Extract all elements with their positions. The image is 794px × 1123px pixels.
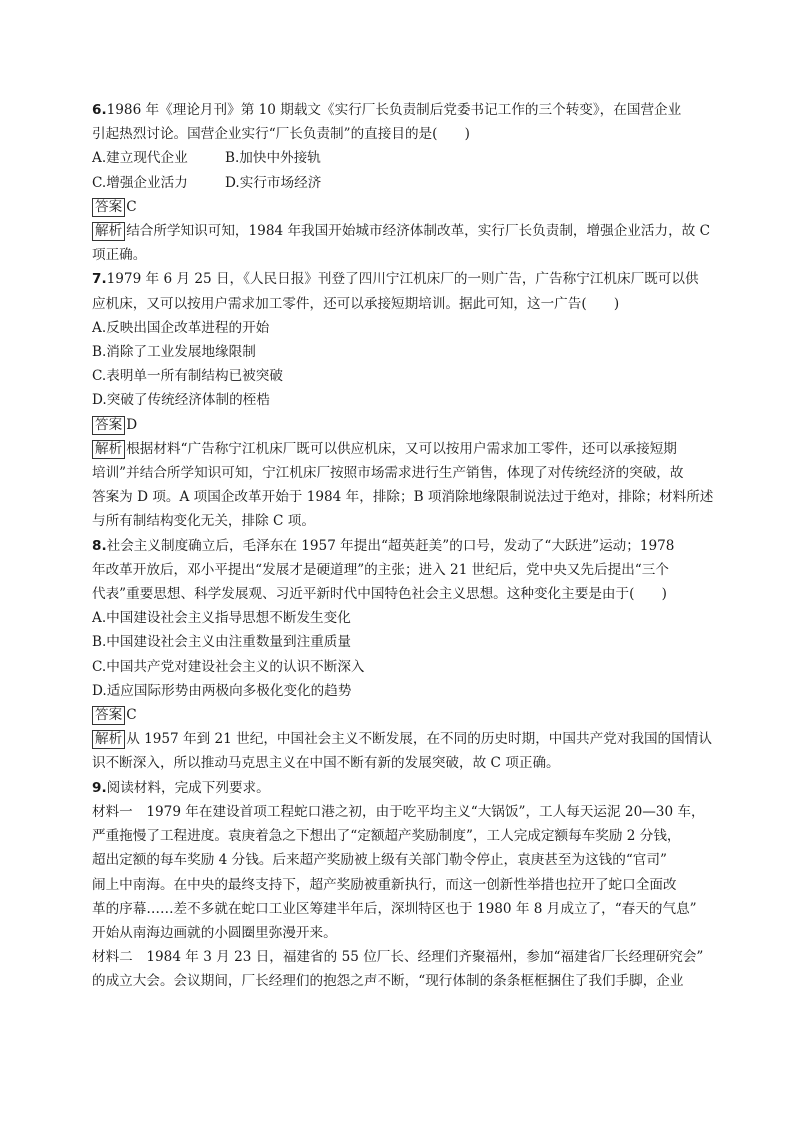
question-7 [92,267,714,533]
option-c: C.表明单一所有制结构已被突破 [92,368,283,385]
analysis-line: 答案为 D 项。A 项国企改革开始于 1984 年，排除；B 项消除地缘限制说法过于绝对，排除；材料所述 [92,489,714,506]
question-6 [92,98,714,267]
question-9 [92,776,714,994]
analysis-line: 解析 根据材料“广告称宁江机床厂既可以供应机床，又可以按用户需求加工零件，还可以承接短期 [92,437,714,461]
question-stem-line: 引起热烈讨论。国营企业实行“厂长负责制”的直接目的是( ) [92,126,470,143]
option-b: B.中国建设社会主义由注重数量到注重质量 [92,634,351,651]
question-stem-line: 年改革开放后，邓小平提出“发展才是硬道理”的主张；进入 21 世纪后，党中央又先后提出“三个 [92,561,669,578]
option-a: A.建立现代企业 [92,150,188,167]
analysis-tag: 解析 [92,730,125,749]
question-number: 7. [92,271,107,288]
analysis-line: 识不断深入，所以推动马克思主义在中国不断有新的发展突破，故 C 项正确。 [92,755,560,772]
answer-line [92,195,714,219]
analysis-line: 培训”并结合所学知识可知，宁江机床厂按照市场需求进行生产销售，体现了对传统经济的突破，故 [92,465,684,482]
material-line: 革的序幕……差不多就在蛇口工业区筹建半年后，深圳特区也于 1980 年 8 月成立了，“春天的气息” [92,900,697,917]
material-2 [92,945,714,993]
analysis-tag: 解析 [92,440,125,459]
option-b: B.加快中外接轨 [225,150,321,167]
analysis-tag: 解析 [92,222,125,241]
material-1 [92,800,714,945]
option-row [92,171,714,195]
question-stem-line: 代表”重要思想、科学发展观、习近平新时代中国特色社会主义思想。这种变化主要是由于( ) [92,586,667,603]
answer-line [92,413,714,437]
material-line: 的成立大会。会议期间，厂长经理们的抱怨之声不断，“现行体制的条条框框捆住了我们手脚，企业 [92,973,684,990]
material-line: 材料二 1984 年 3 月 23 日，福建省的 55 位厂长、经理们齐聚福州，参加“福建省厂长经理研究会” [92,949,704,966]
question-stem-line: 应机床，又可以按用户需求加工零件，还可以承接短期培训。据此可知，这一广告( ) [92,295,620,312]
option-row [92,146,714,170]
answer-tag: 答案 [92,706,125,725]
answer-value: C [126,707,137,724]
analysis-line: 解析 结合所学知识可知，1984 年我国开始城市经济体制改革，实行厂长负责制，增强企业活力，故 C [92,219,714,243]
option-c: C.增强企业活力 [92,174,188,191]
material-line: 材料一 1979 年在建设首项工程蛇口港之初，由于吃平均主义“大锅饭”，工人每天运泥 20—30 车， [92,803,705,820]
answer-tag: 答案 [92,416,125,435]
question-8 [92,534,714,776]
option-d: D.实行市场经济 [225,174,322,191]
question-number: 8. [92,537,107,554]
option-a: A.中国建设社会主义指导思想不断发生变化 [92,610,351,627]
question-stem-line: 6.1986 年《理论月刊》第 10 期载文《实行厂长负责制后党委书记工作的三个转变》，在国营企业 [92,102,682,118]
option-d: D.突破了传统经济体制的桎梏 [92,392,270,409]
answer-line [92,703,714,727]
analysis-line: 解析 从 1957 年到 21 世纪，中国社会主义不断发展，在不同的历史时期，中国共产党对我国的国情认 [92,727,714,751]
answer-value: C [126,198,137,215]
question-number: 6. [92,102,107,118]
option-b: B.消除了工业发展地缘限制 [92,344,256,361]
question-stem-line: 7.1979 年 6 月 25 日，《人民日报》刊登了四川宁江机床厂的一则广告，广告称宁江机床厂既可以供 [92,271,699,288]
document-page [92,98,714,994]
option-d: D.适应国际形势由两极向多极化变化的趋势 [92,682,352,699]
analysis-line: 项正确。 [92,247,147,264]
question-stem-line: 9.阅读材料，完成下列要求。 [92,779,270,796]
material-line: 超出定额的每车奖励 4 分钱。后来超产奖励被上级有关部门勒令停止，袁庚甚至为这钱的“官司” [92,852,667,869]
analysis-line: 与所有制结构变化无关，排除 C 项。 [92,513,315,530]
answer-value: D [126,416,138,433]
question-number: 9. [92,779,107,796]
option-c: C.中国共产党对建设社会主义的认识不断深入 [92,658,365,675]
option-a: A.反映出国企改革进程的开始 [92,319,270,336]
answer-tag: 答案 [92,198,125,217]
material-line: 开始从南海边画就的小圆圈里弥漫开来。 [92,924,337,941]
question-stem-line: 8.社会主义制度确立后，毛泽东在 1957 年提出“超英赶美”的口号，发动了“大跃进”运动；1978 [92,537,675,554]
material-line: 严重拖慢了工程进度。袁庚着急之下想出了“定额超产奖励制度”，工人完成定额每车奖励 2 分钱， [92,828,681,845]
material-line: 闹上中南海。在中央的最终支持下，超产奖励被重新执行，而这一创新性举措也拉开了蛇口全面改 [92,876,677,893]
